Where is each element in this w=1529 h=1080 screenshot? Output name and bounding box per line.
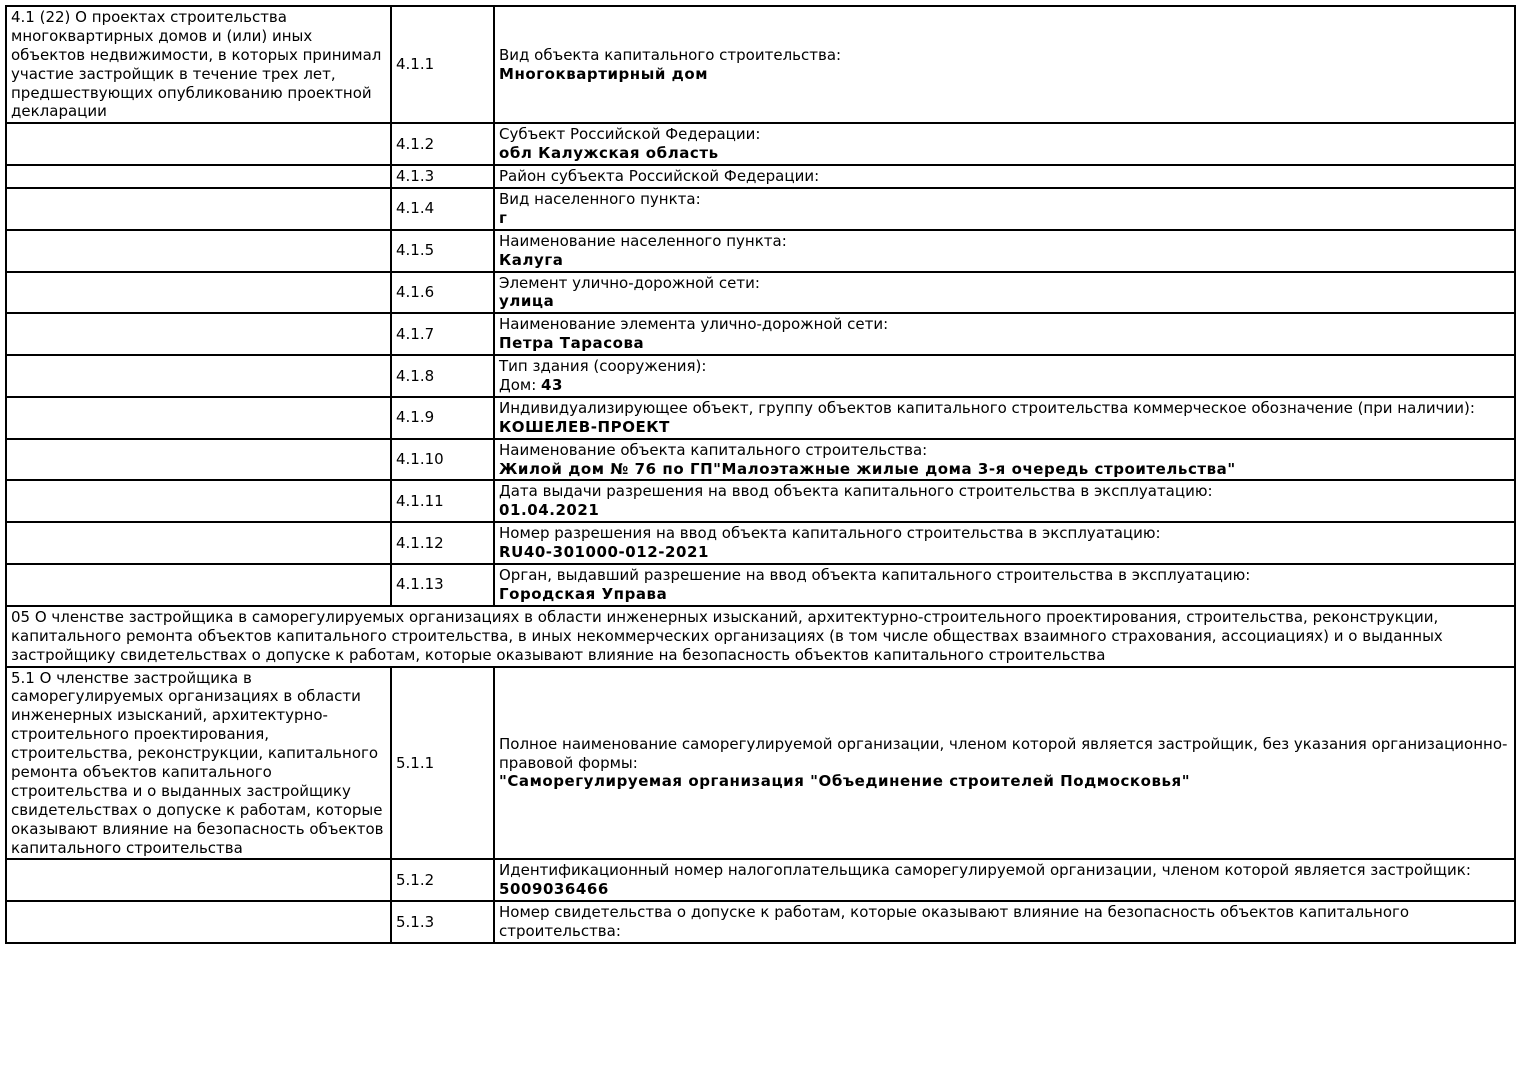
row-code: 4.1.6: [391, 272, 494, 314]
row-content: [494, 397, 1515, 439]
section-description: 4.1 (22) О проектах строительства многоквартирных домов и (или) иных объектов недвижимости, в которых принимал участие застройщик в течение трех лет, предшествующих опубликованию проектной декларации: [6, 6, 391, 123]
row-code: 4.1.3: [391, 165, 494, 188]
section-description-empty: [6, 901, 391, 943]
field-value-text: RU40-301000-012-2021: [499, 543, 709, 562]
section-description-empty: [6, 522, 391, 564]
field-value: [499, 880, 1510, 899]
row-code: 4.1.1: [391, 6, 494, 123]
row-code: 5.1.2: [391, 859, 494, 901]
row-code: 4.1.9: [391, 397, 494, 439]
section-description-empty: [6, 272, 391, 314]
field-value-text: "Саморегулируемая организация "Объединение строителей Подмосковья": [499, 772, 1191, 791]
field-value-text: обл Калужская область: [499, 144, 719, 163]
field-value-text: 43: [541, 376, 564, 395]
field-label: Вид населенного пункта:: [499, 190, 701, 209]
section-description-empty: [6, 188, 391, 230]
field-value: [499, 144, 1510, 163]
row-code: 4.1.13: [391, 564, 494, 606]
row-code: 4.1.4: [391, 188, 494, 230]
data-row: [6, 397, 1515, 439]
row-content: [494, 188, 1515, 230]
row-code: 4.1.8: [391, 355, 494, 397]
row-code: 4.1.12: [391, 522, 494, 564]
section-description-empty: [6, 564, 391, 606]
row-content: [494, 901, 1515, 943]
field-value: [499, 292, 1510, 311]
field-value: [499, 585, 1510, 604]
field-label: Наименование элемента улично-дорожной сети:: [499, 315, 889, 334]
field-value: [499, 418, 1510, 437]
row-code: 5.1.1: [391, 667, 494, 860]
data-row: [6, 6, 1515, 123]
row-code: 5.1.3: [391, 901, 494, 943]
field-value-text: Петра Тарасова: [499, 334, 645, 353]
field-label: Наименование населенного пункта:: [499, 231, 787, 250]
row-content: [494, 230, 1515, 272]
section-description: 5.1 О членстве застройщика в саморегулируемых организациях в области инженерных изысканий, архитектурно-строительного проектирования, строительства, реконструкции, капитального ремонта объектов капитального строительства и о выданных застройщику свидетельствах о допуске к работам, которые оказывают влияние на безопасность объектов капитального строительства: [6, 667, 391, 860]
field-label: Вид объекта капитального строительства:: [499, 45, 842, 64]
field-value: [499, 543, 1510, 562]
data-row: [6, 901, 1515, 943]
field-value: [499, 65, 1510, 84]
field-value-text: г: [499, 208, 508, 227]
data-row: [6, 188, 1515, 230]
section-description-empty: [6, 439, 391, 481]
field-label: Район субъекта Российской Федерации:: [499, 167, 820, 186]
data-row: [6, 439, 1515, 481]
field-value: [499, 334, 1510, 353]
field-value: [499, 209, 1510, 228]
field-value-prefix: Дом:: [499, 376, 542, 395]
section-description-empty: [6, 480, 391, 522]
field-label: Индивидуализирующее объект, группу объектов капитального строительства коммерческое обозначение (при наличии):: [499, 398, 1475, 417]
field-label: Наименование объекта капитального строительства:: [499, 440, 928, 459]
row-code: 4.1.7: [391, 313, 494, 355]
field-label: Номер свидетельства о допуске к работам, которые оказывают влияние на безопасность объектов капитального строительства:: [499, 903, 1410, 941]
field-value: [499, 460, 1510, 479]
section-description-empty: [6, 397, 391, 439]
field-label: Элемент улично-дорожной сети:: [499, 273, 760, 292]
field-value-text: 5009036466: [499, 880, 609, 899]
field-value: [499, 501, 1510, 520]
declaration-table: [5, 5, 1516, 944]
field-label: Полное наименование саморегулируемой организации, членом которой является застройщик, без указания организационно-правовой формы:: [499, 734, 1508, 772]
field-value: [499, 772, 1510, 791]
declaration-table-body: [6, 6, 1515, 943]
data-row: [6, 480, 1515, 522]
row-content: [494, 6, 1515, 123]
section-description-empty: [6, 230, 391, 272]
field-label: Тип здания (сооружения):: [499, 357, 707, 376]
data-row: [6, 564, 1515, 606]
data-row: [6, 123, 1515, 165]
data-row: [6, 272, 1515, 314]
row-content: [494, 859, 1515, 901]
data-row: [6, 165, 1515, 188]
field-label: Идентификационный номер налогоплательщика саморегулируемой организации, членом которой является застройщик:: [499, 861, 1471, 880]
field-label: Дата выдачи разрешения на ввод объекта капитального строительства в эксплуатацию:: [499, 482, 1213, 501]
row-content: [494, 564, 1515, 606]
field-value-text: Городская Управа: [499, 584, 668, 603]
row-content: [494, 480, 1515, 522]
data-row: [6, 313, 1515, 355]
section-banner-row: [6, 606, 1515, 667]
field-value-text: КОШЕЛЕВ-ПРОЕКТ: [499, 417, 670, 436]
row-content: [494, 667, 1515, 860]
row-content: [494, 123, 1515, 165]
row-content: [494, 439, 1515, 481]
data-row: [6, 230, 1515, 272]
field-value-text: Калуга: [499, 250, 564, 269]
field-label: Субъект Российской Федерации:: [499, 125, 761, 144]
row-content: [494, 313, 1515, 355]
data-row: [6, 667, 1515, 860]
row-code: 4.1.11: [391, 480, 494, 522]
row-content: [494, 522, 1515, 564]
section-description-empty: [6, 355, 391, 397]
field-value-text: Жилой дом № 76 по ГП"Малоэтажные жилые дома 3-я очередь строительства": [499, 459, 1236, 478]
section-description-empty: [6, 165, 391, 188]
field-value: [499, 376, 1510, 395]
data-row: [6, 859, 1515, 901]
section-description-empty: [6, 123, 391, 165]
row-code: 4.1.5: [391, 230, 494, 272]
row-content: [494, 165, 1515, 188]
field-value-text: 01.04.2021: [499, 501, 600, 520]
field-value-text: улица: [499, 292, 555, 311]
field-value: [499, 251, 1510, 270]
row-code: 4.1.2: [391, 123, 494, 165]
data-row: [6, 522, 1515, 564]
field-label: Орган, выдавший разрешение на ввод объекта капитального строительства в эксплуатацию:: [499, 566, 1251, 585]
field-value-text: Многоквартирный дом: [499, 64, 709, 83]
data-row: [6, 355, 1515, 397]
row-content: [494, 272, 1515, 314]
section-description-empty: [6, 859, 391, 901]
section-banner-text: 05 О членстве застройщика в саморегулируемых организациях в области инженерных изысканий, архитектурно-строительного проектирования, строительства, реконструкции, капитального ремонта объектов капитального строительства, в иных некоммерческих организациях (в том числе обществах взаимного страхования, ассоциациях) и о выданных застройщику свидетельствах о допуске к работам, которые оказывают влияние на безопасность объектов капитального строительства: [6, 606, 1515, 667]
row-code: 4.1.10: [391, 439, 494, 481]
section-description-empty: [6, 313, 391, 355]
field-label: Номер разрешения на ввод объекта капитального строительства в эксплуатацию:: [499, 524, 1161, 543]
row-content: [494, 355, 1515, 397]
